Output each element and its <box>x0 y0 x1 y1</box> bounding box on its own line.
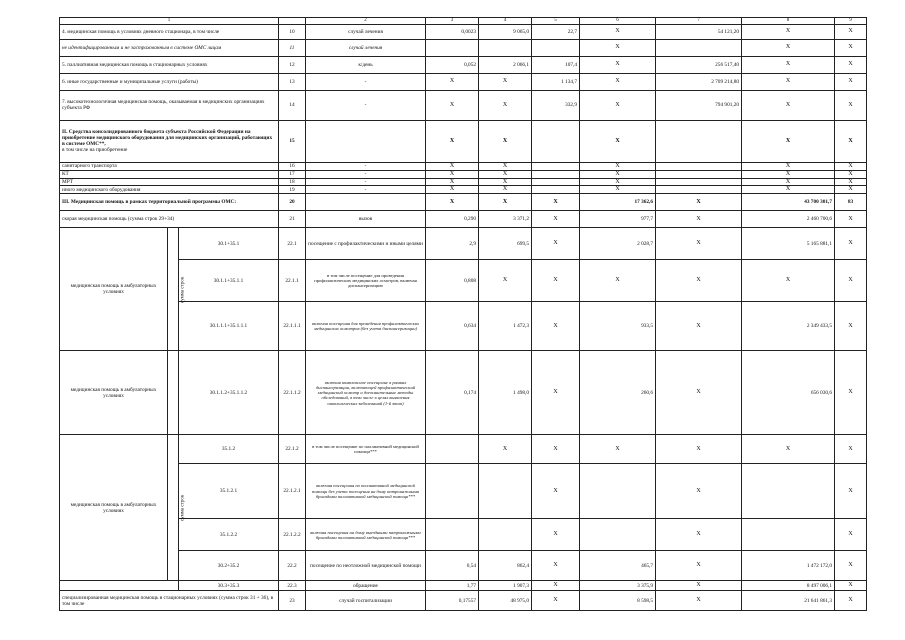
cell <box>479 519 532 551</box>
cell: X <box>656 551 742 581</box>
table-row <box>60 551 867 581</box>
cell: X <box>479 90 532 120</box>
cell: X <box>479 178 532 186</box>
cell: X <box>835 24 867 39</box>
cell: X <box>835 162 867 170</box>
row-code: 10 <box>279 24 306 39</box>
table-row <box>60 211 867 228</box>
table-row <box>60 581 867 591</box>
cell: 260,6 <box>580 351 656 435</box>
cell: X <box>835 170 867 178</box>
cell: X <box>742 56 835 73</box>
row-code: 21 <box>279 211 306 228</box>
cell <box>656 178 742 186</box>
row-code: 12 <box>279 56 306 73</box>
row-unit: случай лечения <box>306 39 426 56</box>
cell: 54 121,20 <box>656 24 742 39</box>
cell: X <box>742 186 835 194</box>
cell: X <box>835 186 867 194</box>
cell: 0,54 <box>426 551 479 581</box>
table-row <box>60 73 867 90</box>
row-unit <box>306 120 426 162</box>
cell: X <box>580 435 656 464</box>
cell: 0,634 <box>426 302 479 351</box>
row-sum: 30.3+35.3 <box>179 581 279 591</box>
row-code: 18 <box>279 178 306 186</box>
row-code: 22.1.2.2 <box>279 519 306 551</box>
cell: 2 709 214,80 <box>656 73 742 90</box>
row-sum: 30.1.1+35.1.1 <box>179 260 279 302</box>
section-title: II. Средства консолидированного бюджета субъекта Российской Федерации на приобретение медицинского оборудования для медицинских организаций, работающих в системе ОМС**, <box>62 129 273 148</box>
row-sum: 30.1+35.1 <box>179 228 279 260</box>
cell: 1 472 172,0 <box>742 551 835 581</box>
row-unit: - <box>306 186 426 194</box>
cell: 8 497 006,1 <box>742 581 835 591</box>
cell: 0,808 <box>426 260 479 302</box>
cell <box>426 464 479 519</box>
table-row <box>60 351 867 435</box>
row-code: 22.1.1.1 <box>279 302 306 351</box>
cell <box>532 39 580 56</box>
cell: 8 598,5 <box>580 591 656 611</box>
table-row <box>60 591 867 611</box>
cell: X <box>835 581 867 591</box>
cell <box>532 120 580 162</box>
cell: X <box>580 260 656 302</box>
row-unit: включая комплексное посещение в рамках диспансеризации, включающей профилактический медицинский осмотр и дополнительные методы обследований, в том числе в целях выявления онкологических заболеваний (1-й этап) <box>306 351 426 435</box>
row-unit: случай госпитализации <box>306 591 426 611</box>
table-row <box>60 178 867 186</box>
cell <box>656 162 742 170</box>
cell: 933,5 <box>580 302 656 351</box>
row-name <box>60 120 279 162</box>
table-row <box>60 302 867 351</box>
cell: X <box>835 591 867 611</box>
cell: X <box>479 260 532 302</box>
table-row <box>60 519 867 551</box>
cell: X <box>835 302 867 351</box>
cell: X <box>532 260 580 302</box>
section-subtitle: в том числе на приобретение <box>62 147 128 154</box>
cell: 2 066,1 <box>479 56 532 73</box>
row-unit: включая посещения по паллиативной медицинской помощи без учета посещения на дому патронажными бригадами паллиативной медицинской помощи*** <box>306 464 426 519</box>
cell: X <box>835 228 867 260</box>
cell: X <box>580 162 656 170</box>
cell: X <box>656 519 742 551</box>
cell: 0,290 <box>426 211 479 228</box>
cell: 3 371,2 <box>479 211 532 228</box>
cell: X <box>426 178 479 186</box>
cell: 2 460 700,6 <box>742 211 835 228</box>
table-row <box>60 90 867 120</box>
cell: X <box>532 581 580 591</box>
cell: 2 349 433,5 <box>742 302 835 351</box>
cell: 699,5 <box>479 228 532 260</box>
cell: X <box>656 228 742 260</box>
cell: X <box>532 519 580 551</box>
cell: 1 472,3 <box>479 302 532 351</box>
row-code: 11 <box>279 39 306 56</box>
cell: X <box>656 194 742 211</box>
row-code: 16 <box>279 162 306 170</box>
cell <box>656 186 742 194</box>
cell: 0,052 <box>426 56 479 73</box>
cell: X <box>742 120 835 162</box>
group-label: медицинская помощь в амбулаторных условиях <box>60 228 168 351</box>
cell: X <box>835 464 867 519</box>
row-sum: 35.1.2.1 <box>179 464 279 519</box>
cell: X <box>742 73 835 90</box>
row-code: 19 <box>279 186 306 194</box>
cell <box>580 464 656 519</box>
cell: 9 065,0 <box>479 24 532 39</box>
cell: X <box>742 435 835 464</box>
cell <box>656 170 742 178</box>
cell: X <box>479 120 532 162</box>
cell: X <box>742 178 835 186</box>
cell: X <box>835 551 867 581</box>
cell: X <box>426 90 479 120</box>
row-code: 14 <box>279 90 306 120</box>
cell: 794 901,20 <box>656 90 742 120</box>
cell: 5 165 881,1 <box>742 228 835 260</box>
cell <box>742 464 835 519</box>
row-name: иного медицинского оборудования <box>60 186 279 194</box>
cell: 22,7 <box>532 24 580 39</box>
row-sum: 35.1.2.2 <box>179 519 279 551</box>
row-code: 17 <box>279 170 306 178</box>
vertical-label: сумма строк <box>168 435 179 581</box>
cell: X <box>532 194 580 211</box>
cell: 0,0023 <box>426 24 479 39</box>
cell: X <box>656 591 742 611</box>
cell: X <box>426 170 479 178</box>
row-unit: - <box>306 178 426 186</box>
col-num-1: 1 <box>60 18 279 25</box>
row-code: 22.2 <box>279 551 306 581</box>
row-unit: в том числе посещение по паллиативной медицинской помощи*** <box>306 435 426 464</box>
cell: 1 134,7 <box>532 73 580 90</box>
row-name: скорая медицинская помощь (сумма строк 29+34) <box>60 211 279 228</box>
cell: X <box>835 435 867 464</box>
cell: 465,7 <box>580 551 656 581</box>
cell: X <box>479 170 532 178</box>
cell: X <box>835 519 867 551</box>
cell: X <box>532 551 580 581</box>
cell: X <box>479 186 532 194</box>
budget-table <box>59 17 867 611</box>
cell: X <box>656 302 742 351</box>
table-row <box>60 56 867 73</box>
col-num-9: 9 <box>835 18 867 25</box>
cell: X <box>426 162 479 170</box>
col-num-3: 3 <box>426 18 479 25</box>
cell: X <box>656 211 742 228</box>
cell: X <box>835 73 867 90</box>
cell: X <box>835 211 867 228</box>
cell: X <box>742 90 835 120</box>
col-num-2a <box>279 18 306 25</box>
row-code: 23 <box>279 591 306 611</box>
row-code: 22.1 <box>279 228 306 260</box>
cell: 256 517,40 <box>656 56 742 73</box>
cell: X <box>656 260 742 302</box>
cell: X <box>656 435 742 464</box>
group-label: медицинская помощь в амбулаторных условиях <box>60 435 168 581</box>
cell: X <box>532 464 580 519</box>
col-num-8: 8 <box>742 18 835 25</box>
cell <box>580 519 656 551</box>
cell: X <box>742 170 835 178</box>
cell: X <box>426 186 479 194</box>
row-unit: включая посещения на дому выездными патронажными бригадами паллиативной медицинской помощи*** <box>306 519 426 551</box>
col-num-6: 6 <box>580 18 656 25</box>
cell: X <box>479 162 532 170</box>
row-unit: - <box>306 90 426 120</box>
row-code: 22.3 <box>279 581 306 591</box>
table-row <box>60 186 867 194</box>
cell: X <box>532 591 580 611</box>
cell <box>426 519 479 551</box>
table-row <box>60 24 867 39</box>
cell: X <box>580 39 656 56</box>
row-code: 22.1.2.1 <box>279 464 306 519</box>
cell: 332,9 <box>532 90 580 120</box>
cell <box>656 39 742 56</box>
row-unit: - <box>306 170 426 178</box>
cell: X <box>835 39 867 56</box>
col-num-4: 4 <box>479 18 532 25</box>
cell: X <box>580 56 656 73</box>
cell: 1,77 <box>426 581 479 591</box>
cell: X <box>532 351 580 435</box>
cell <box>479 464 532 519</box>
cell: 17 362,6 <box>580 194 656 211</box>
cell: X <box>532 228 580 260</box>
cell: X <box>580 24 656 39</box>
col-num-5: 5 <box>532 18 580 25</box>
cell: X <box>580 178 656 186</box>
cell: X <box>742 39 835 56</box>
cell <box>742 519 835 551</box>
cell: 0,174 <box>426 351 479 435</box>
cell: X <box>532 435 580 464</box>
row-sum: 35.1.2 <box>179 435 279 464</box>
cell: X <box>426 120 479 162</box>
cell: 656 030,6 <box>742 351 835 435</box>
cell: X <box>479 73 532 90</box>
cell: X <box>742 24 835 39</box>
row-name: КТ <box>60 170 279 178</box>
row-name: санитарного транспорта <box>60 162 279 170</box>
cell: X <box>656 581 742 591</box>
row-code: 13 <box>279 73 306 90</box>
row-unit: - <box>306 162 426 170</box>
cell: X <box>656 351 742 435</box>
cell: X <box>532 302 580 351</box>
row-code: 22.1.1 <box>279 260 306 302</box>
vertical-label-empty <box>168 351 179 435</box>
cell: X <box>479 194 532 211</box>
cell: 1 498,0 <box>479 351 532 435</box>
cell: X <box>479 435 532 464</box>
table-row <box>60 39 867 56</box>
cell: X <box>835 351 867 435</box>
row-name: МРТ <box>60 178 279 186</box>
table-row <box>60 170 867 178</box>
cell: X <box>426 194 479 211</box>
row-name: 4. медицинская помощь в условиях дневного стационара, в том числе <box>60 24 279 39</box>
group-label: медицинская помощь в амбулаторных условиях <box>60 351 168 435</box>
row-name: не идентифицированным и не застрахованным в системе ОМС лицам <box>60 39 279 56</box>
cell: X <box>656 464 742 519</box>
row-unit: вызов <box>306 211 426 228</box>
cell: 977,7 <box>580 211 656 228</box>
vertical-label: сумма строк <box>168 228 179 351</box>
cell: X <box>742 260 835 302</box>
row-unit <box>306 194 426 211</box>
row-sum: 30.1.1.1+35.1.1.1 <box>179 302 279 351</box>
cell: X <box>835 178 867 186</box>
cell: X <box>532 211 580 228</box>
header-number-row <box>60 18 867 25</box>
table-row <box>60 228 867 260</box>
row-blank <box>60 581 179 591</box>
row-name: 5. паллиативная медицинская помощь в стационарных условиях <box>60 56 279 73</box>
cell <box>656 120 742 162</box>
cell: X <box>426 73 479 90</box>
cell <box>532 170 580 178</box>
cell: X <box>835 120 867 162</box>
row-name: III. Медицинская помощь в рамках территориальной программы ОМС: <box>60 194 279 211</box>
cell: X <box>580 120 656 162</box>
cell: 43 700 301,7 <box>742 194 835 211</box>
cell <box>426 435 479 464</box>
row-name: 6. иные государственные и муниципальные услуги (работы) <box>60 73 279 90</box>
cell <box>532 162 580 170</box>
row-code: 20 <box>279 194 306 211</box>
row-unit: обращение <box>306 581 426 591</box>
cell: X <box>580 73 656 90</box>
row-unit: к/день <box>306 56 426 73</box>
cell: 107,4 <box>532 56 580 73</box>
cell: X <box>742 162 835 170</box>
cell: X <box>835 56 867 73</box>
col-num-2: 2 <box>306 18 426 25</box>
row-name: 7. высокотехнологичная медицинская помощь, оказываемая в медицинских организациях субъекта РФ <box>60 90 279 120</box>
cell: X <box>580 186 656 194</box>
cell: 48 975,0 <box>479 591 532 611</box>
cell: X <box>835 260 867 302</box>
cell: X <box>580 170 656 178</box>
cell: X <box>580 90 656 120</box>
row-sum: 30.2+35.2 <box>179 551 279 581</box>
row-code: 22.1.2 <box>279 435 306 464</box>
row-name: специализированная медицинская помощь в стационарных условиях (сумма строк 31 + 36), в том числе <box>60 591 279 611</box>
row-unit: посещение с профилактическими и иными целями <box>306 228 426 260</box>
cell: 21 641 861,3 <box>742 591 835 611</box>
cell <box>532 186 580 194</box>
cell <box>479 39 532 56</box>
table-row <box>60 435 867 464</box>
cell: 2,9 <box>426 228 479 260</box>
row-sum: 30.1.1.2+35.1.1.2 <box>179 351 279 435</box>
cell: 2 028,7 <box>580 228 656 260</box>
row-unit: случай лечения <box>306 24 426 39</box>
cell: 862,4 <box>479 551 532 581</box>
cell: X <box>835 90 867 120</box>
cell: 83 <box>835 194 867 211</box>
row-unit: включая посещения для проведения профилактических медицинских осмотров (без учета диспансеризации) <box>306 302 426 351</box>
cell: 3 375,9 <box>580 581 656 591</box>
cell <box>532 178 580 186</box>
table-row <box>60 162 867 170</box>
cell: 0,17557 <box>426 591 479 611</box>
row-unit: посещение по неотложной медицинской помощи <box>306 551 426 581</box>
row-code: 15 <box>279 120 306 162</box>
cell: 1 907,3 <box>479 581 532 591</box>
row-unit: в том числе посещение для проведения профилактических медицинских осмотров, включая диспансеризацию <box>306 260 426 302</box>
cell <box>426 39 479 56</box>
row-code: 22.1.1.2 <box>279 351 306 435</box>
table-row <box>60 120 867 162</box>
col-num-7: 7 <box>656 18 742 25</box>
table-row <box>60 194 867 211</box>
row-unit: - <box>306 73 426 90</box>
